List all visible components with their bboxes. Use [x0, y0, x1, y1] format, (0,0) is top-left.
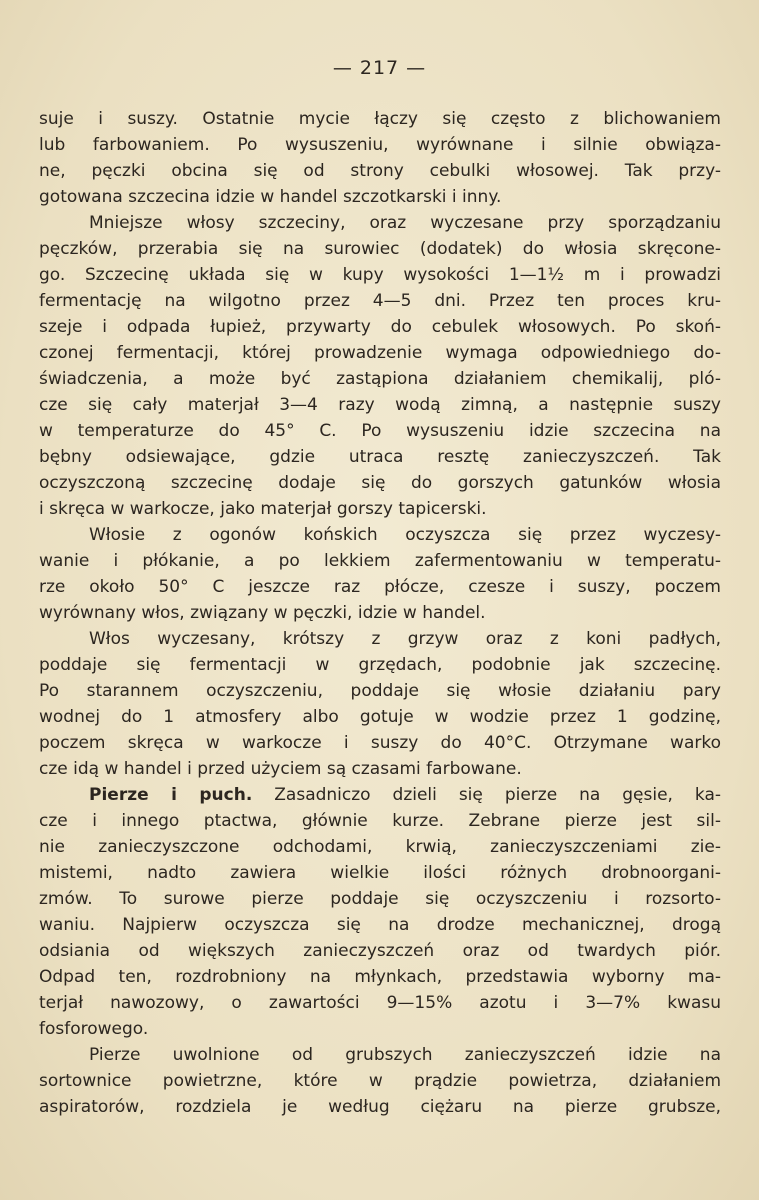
text-line-content: Włosie z ogonów końskich oczyszcza się przez wyczesy- [89, 525, 721, 545]
text-line-content: sortownice powietrzne, które w prądzie powietrza, działaniem [39, 1071, 721, 1091]
text-line [39, 782, 721, 808]
text-line [39, 418, 721, 444]
text-line-content: szeje i odpada łupież, przywarty do cebulek włosowych. Po skoń- [39, 317, 721, 337]
text-line [39, 288, 721, 314]
text-line [39, 262, 721, 288]
text-line-content: wanie i płókanie, a po lekkiem zafermentowaniu w temperatu- [39, 551, 721, 571]
text-line-content: cze idą w handel i przed użyciem są czasami farbowane. [39, 759, 522, 779]
text-line-content: pęczków, przerabia się na surowiec (dodatek) do włosia skręcone- [39, 239, 721, 259]
text-line-content: świadczenia, a może być zastąpiona działaniem chemikalij, pló- [39, 369, 721, 389]
text-line-content: oczyszczoną szczecinę dodaje się do gorszych gatunków włosia [39, 473, 721, 493]
text-line-content: i skręca w warkocze, jako materjał gorszy tapicerski. [39, 499, 487, 519]
text-line [39, 678, 721, 704]
text-line [39, 106, 721, 132]
section-heading: Pierze i puch. [89, 785, 253, 805]
text-line [39, 496, 721, 522]
text-line [39, 158, 721, 184]
text-line-content: bębny odsiewające, gdzie utraca resztę zanieczyszczeń. Tak [39, 447, 721, 467]
text-line [39, 1068, 721, 1094]
text-line [39, 444, 721, 470]
text-line [39, 366, 721, 392]
text-line [39, 1016, 721, 1042]
text-line-content: ne, pęczki obcina się od strony cebulki włosowej. Tak przy- [39, 161, 721, 181]
text-line [39, 340, 721, 366]
text-line [39, 834, 721, 860]
text-line-content: cze się cały materjał 3—4 razy wodą zimną, a następnie suszy [39, 395, 721, 415]
text-line [39, 730, 721, 756]
text-line [39, 470, 721, 496]
text-line-content: go. Szczecinę układa się w kupy wysokości 1—1½ m i prowadzi [39, 265, 721, 285]
text-line-content: fermentację na wilgotno przez 4—5 dni. Przez ten proces kru- [39, 291, 721, 311]
text-line [39, 1042, 721, 1068]
text-line [39, 522, 721, 548]
text-line [39, 132, 721, 158]
text-line-content: fosforowego. [39, 1019, 149, 1039]
text-line-content: w temperaturze do 45° C. Po wysuszeniu idzie szczecina na [39, 421, 721, 441]
text-line [39, 314, 721, 340]
text-line-content: mistemi, nadto zawiera wielkie ilości różnych drobnoorgani- [39, 863, 721, 883]
text-line-content: aspiratorów, rozdziela je według ciężaru na pierze grubsze, [39, 1097, 721, 1117]
body-text [39, 106, 721, 1120]
text-line-content: czonej fermentacji, której prowadzenie wymaga odpowiedniego do- [39, 343, 721, 363]
text-line [39, 860, 721, 886]
text-line-content: terjał nawozowy, o zawartości 9—15% azotu i 3—7% kwasu [39, 993, 721, 1013]
text-line [39, 236, 721, 262]
text-line [39, 600, 721, 626]
text-line-content: gotowana szczecina idzie w handel szczotkarski i inny. [39, 187, 502, 207]
text-line-content: odsiania od większych zanieczyszczeń oraz od twardych piór. [39, 941, 721, 961]
text-line-content: Włos wyczesany, krótszy z grzyw oraz z koni padłych, [89, 629, 721, 649]
text-line [39, 626, 721, 652]
text-line [39, 704, 721, 730]
text-line [39, 990, 721, 1016]
text-line [39, 548, 721, 574]
text-line [39, 886, 721, 912]
text-line-content: suje i suszy. Ostatnie mycie łączy się często z blichowaniem [39, 109, 721, 129]
text-line [39, 652, 721, 678]
text-line [39, 964, 721, 990]
text-line-content: Pierze uwolnione od grubszych zanieczyszczeń idzie na [89, 1045, 721, 1065]
text-line [39, 1094, 721, 1120]
text-line [39, 808, 721, 834]
text-line [39, 756, 721, 782]
text-line-content: Zasadniczo dzieli się pierze na gęsie, ka- [274, 785, 722, 805]
text-line-content: lub farbowaniem. Po wysuszeniu, wyrównane i silnie obwiąza- [39, 135, 721, 155]
text-line-content: wodnej do 1 atmosfery albo gotuje w wodzie przez 1 godzinę, [39, 707, 721, 727]
text-line-content: nie zanieczyszczone odchodami, krwią, zanieczyszczeniami zie- [39, 837, 721, 857]
text-line-content: Po starannem oczyszczeniu, poddaje się włosie działaniu pary [39, 681, 721, 701]
text-line-content: cze i innego ptactwa, głównie kurze. Zebrane pierze jest sil- [39, 811, 721, 831]
text-line-content: poddaje się fermentacji w grzędach, podobnie jak szczecinę. [39, 655, 721, 675]
text-line [39, 392, 721, 418]
text-line [39, 912, 721, 938]
text-line-content: Mniejsze włosy szczeciny, oraz wyczesane przy sporządzaniu [89, 213, 721, 233]
text-line-content: waniu. Najpierw oczyszcza się na drodze mechanicznej, drogą [39, 915, 721, 935]
text-line [39, 210, 721, 236]
text-line-content: poczem skręca w warkocze i suszy do 40°C. Otrzymane warko [39, 733, 721, 753]
text-line-content: rze około 50° C jeszcze raz płócze, czesze i suszy, poczem [39, 577, 721, 597]
text-line [39, 574, 721, 600]
text-line-content: Odpad ten, rozdrobniony na młynkach, przedstawia wyborny ma- [39, 967, 721, 987]
text-line-content: zmów. To surowe pierze poddaje się oczyszczeniu i rozsorto- [39, 889, 721, 909]
page-number: — 217 — [332, 57, 427, 79]
text-line [39, 184, 721, 210]
text-line-content: wyrównany włos, związany w pęczki, idzie w handel. [39, 603, 486, 623]
text-line [39, 938, 721, 964]
